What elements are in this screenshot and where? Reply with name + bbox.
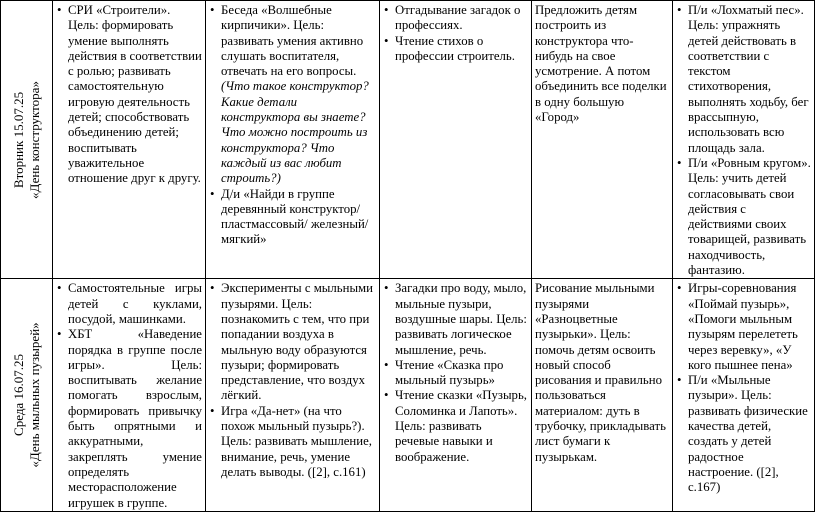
- list-item: • П/и «Мыльные пузыри». Цель: развивать физические качества детей, создать у детей радостное настроение. ([2], с.167): [676, 373, 811, 495]
- list-item: [209, 3, 376, 187]
- day-cell: [1, 1, 53, 279]
- list-item: • П/и «Ровным кругом». Цель: учить детей согласовывать свои действия с действиями своих товарищей, развивать находчивость, фантазию.: [676, 156, 811, 278]
- cell-text: Рисование мыльными пузырями «Разноцветные пузырьки». Цель: помочь детям освоить новый способ рисования и правильно пользоваться материалом: дуть в трубочку, прикладывать лист бумаги к пузырькам.: [535, 281, 666, 464]
- activity-cell-conversation: [206, 1, 380, 279]
- day-date: Среда 16.07.25: [10, 354, 26, 437]
- list-item: • Отгадывание загадок о профессиях.: [383, 3, 528, 34]
- list-item: • СРИ «Строители». Цель: формировать умение выполнять действия в соответствии с ролью; развивать самостоятельную игровую деятельность детей; способствовать объединению детей; воспитывать уважительное отношение друг к другу.: [56, 3, 202, 187]
- activity-cell-roleplay: [53, 1, 206, 279]
- list-item: • Чтение сказки «Пузырь, Соломинка и Лапоть». Цель: развивать речевые навыки и воображение.: [383, 388, 528, 464]
- day-date: Вторник 15.07.25: [10, 91, 26, 188]
- item-text: Беседа «Волшебные кирпичики». Цель: развивать умения активно слушать воспитателя, отвечать на его вопросы.: [221, 3, 364, 79]
- table-row: [1, 279, 815, 511]
- activity-cell-productive: [532, 1, 673, 279]
- cell-text: Предложить детям построить из конструктора что-нибудь на свое усмотрение. А потом объединить все поделки в одну большую «Город»: [535, 3, 667, 125]
- list-item: • Самостоятельные игры детей с куклами, посудой, машинками.: [56, 281, 202, 327]
- list-item: • Чтение стихов о профессии строитель.: [383, 34, 528, 65]
- list-item: • Д/и «Найди в группе деревянный конструктор/ пластмассовый/ железный/ мягкий»: [209, 187, 376, 248]
- list-item: • Игры-соревнования «Поймай пузырь», «Помоги мыльным пузырям перелететь через веревку», «У кого пышнее пена»: [676, 281, 811, 373]
- day-theme: «День конструктора»: [26, 80, 42, 199]
- item-questions: (Что такое конструктор? Какие детали конструктора вы знаете? Что можно построить из конструктора? Что каждый из вас любит строить?): [221, 79, 369, 186]
- list-item: • ХБТ «Наведение порядка в группе после игры». Цель: воспитывать желание помогать взрослым, формировать привычку быть опрятными и аккуратными, закреплять умение определять месторасположение игрушек в группе.: [56, 327, 202, 511]
- day-cell: [1, 279, 53, 511]
- activity-cell-free-play: [53, 279, 206, 511]
- list-item: • Чтение «Сказка про мыльный пузырь»: [383, 358, 528, 389]
- table-row: [1, 1, 815, 279]
- activity-cell-reading: [380, 1, 532, 279]
- activity-cell-competitions: [673, 279, 815, 511]
- list-item: • Игра «Да-нет» (на что похож мыльный пузырь?). Цель: развивать мышление, внимание, речь, умение делать выводы. ([2], с.161): [209, 404, 376, 480]
- list-item: • Загадки про воду, мыло, мыльные пузыри, воздушные шары. Цель: развивать логическое мышление, речь.: [383, 281, 528, 357]
- activity-cell-games: [673, 1, 815, 279]
- list-item: • Эксперименты с мыльными пузырями. Цель: познакомить с тем, что при попадании воздуха в мыльную воду образуются пузыри; формировать представление, что воздух лёгкий.: [209, 281, 376, 403]
- activity-cell-drawing: [532, 279, 673, 511]
- day-theme: «День мыльных пузырей»: [26, 322, 42, 468]
- activity-cell-riddles: [380, 279, 532, 511]
- activity-cell-experiments: [206, 279, 380, 511]
- list-item: • П/и «Лохматый пес». Цель: упражнять детей действовать в соответствии с текстом стихотворения, выполнять ходьбу, бег врассыпную, использовать всю площадь зала.: [676, 3, 811, 156]
